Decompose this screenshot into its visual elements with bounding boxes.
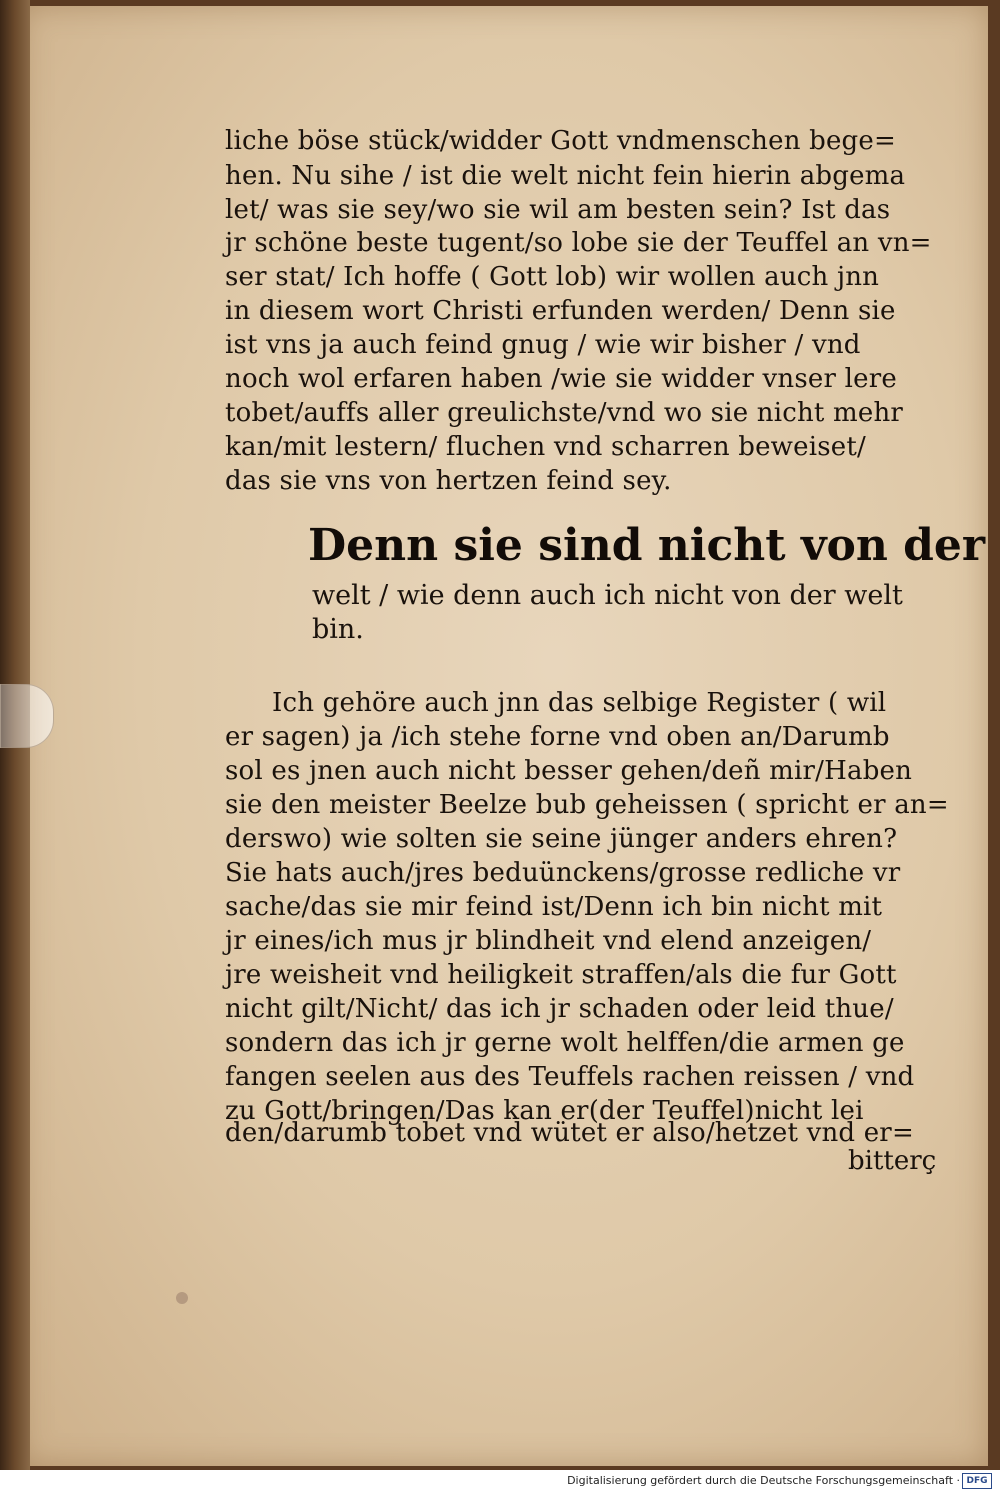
text-line: tobet/auffs aller greulichste/vnd wo sie nicht mehr: [225, 398, 904, 428]
text-line: Ich gehöre auch jnn das selbige Register ( wil: [272, 688, 887, 718]
dfg-logo: DFG: [962, 1473, 992, 1489]
text-line: das sie vns von hertzen feind sey.: [225, 466, 672, 496]
text-line: derswo) wie solten sie seine jünger anders ehren?: [225, 824, 898, 854]
text-line: Sie hats auch/jres beduünckens/grosse redliche vr: [225, 858, 901, 888]
text-line: sol es jnen auch nicht besser gehen/deñ mir/Haben: [225, 756, 913, 786]
text-line: liche böse stück/widder Gott vndmenschen bege=: [225, 126, 896, 156]
text-line: nicht gilt/Nicht/ das ich jr schaden oder leid thue/: [225, 994, 894, 1024]
footer-bar: [0, 1470, 1000, 1491]
text-line: zu Gott/bringen/Das kan er(der Teuffel)nicht lei: [225, 1096, 864, 1126]
text-line: fangen seelen aus des Teuffels rachen reissen / vnd: [225, 1062, 915, 1092]
text-line: kan/mit lestern/ fluchen vnd scharren beweiset/: [225, 432, 866, 462]
text-line: in diesem wort Christi erfunden werden/ Denn sie: [225, 296, 896, 326]
text-line: jr eines/ich mus jr blindheit vnd elend anzeigen/: [225, 926, 872, 956]
section-heading: Denn sie sind nicht von der: [308, 520, 986, 571]
text-line: noch wol erfaren haben /wie sie widder vnser lere: [225, 364, 897, 394]
heading-line: bin.: [312, 614, 364, 645]
heading-line: welt / wie denn auch ich nicht von der welt: [312, 580, 903, 611]
text-line: jr schöne beste tugent/so lobe sie der Teuffel an vn=: [225, 228, 932, 258]
text-line: er sagen) ja /ich stehe forne vnd oben an/Darumb: [225, 722, 890, 752]
page-clip: [0, 684, 54, 748]
text-line: sondern das ich jr gerne wolt helffen/die armen ge: [225, 1028, 905, 1058]
footer-credit: Digitalisierung gefördert durch die Deutsche Forschungsgemeinschaft ·: [567, 1474, 960, 1487]
text-line: let/ was sie sey/wo sie wil am besten sein? Ist das: [225, 195, 891, 225]
text-line: sache/das sie mir feind ist/Denn ich bin nicht mit: [225, 892, 883, 922]
text-line: ist vns ja auch feind gnug / wie wir bisher / vnd: [225, 330, 861, 360]
catchword: bitterç: [848, 1146, 937, 1176]
text-line: jre weisheit vnd heiligkeit straffen/als die fur Gott: [225, 960, 897, 990]
page-mark: [176, 1292, 188, 1304]
text-line: den/darumb tobet vnd wütet er also/hetzet vnd er=: [225, 1118, 914, 1148]
text-line: sie den meister Beelze bub geheissen ( spricht er an=: [225, 790, 949, 820]
text-line: hen. Nu sihe / ist die welt nicht fein hierin abgema: [225, 161, 906, 191]
text-line: ser stat/ Ich hoffe ( Gott lob) wir wollen auch jnn: [225, 262, 880, 292]
